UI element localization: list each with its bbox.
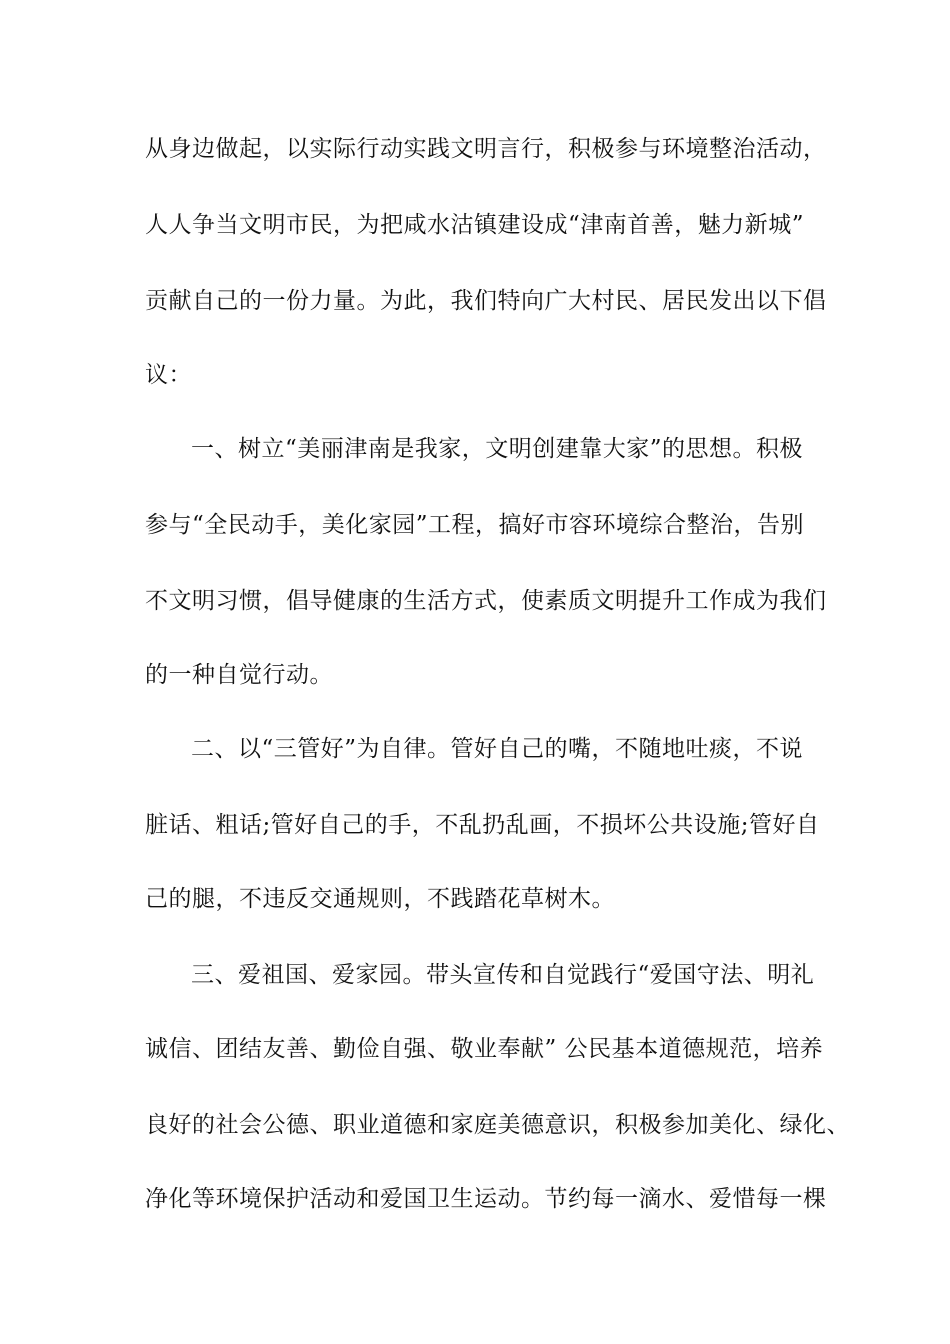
paragraph-line-6: 参与“全民动手，美化家园”工程，搞好市容环境综合整治，告别 (145, 512, 805, 538)
paragraph-line-3: 贡献自己的一份力量。为此，我们特向广大村民、居民发出以下倡 (145, 288, 827, 314)
paragraph-line-7: 不文明习惯，倡导健康的生活方式，使素质文明提升工作成为我们 (145, 588, 827, 614)
paragraph-line-1: 从身边做起，以实际行动实践文明言行，积极参与环境整治活动， (145, 136, 827, 162)
paragraph-line-8: 的一种自觉行动。 (145, 662, 333, 688)
paragraph-line-14: 良好的社会公德、职业道德和家庭美德意识，积极参加美化、绿化、 (145, 1112, 850, 1138)
paragraph-line-9: 二、以“三管好”为自律。管好自己的嘴，不随地吐痰，不说 (191, 736, 804, 762)
paragraph-line-5: 一、树立“美丽津南是我家，文明创建靠大家”的思想。积极 (191, 436, 804, 462)
paragraph-line-4: 议： (145, 362, 192, 388)
paragraph-line-2: 人人争当文明市民，为把咸水沽镇建设成“津南首善，魅力新城” (145, 212, 805, 238)
paragraph-line-13: 诚信、团结友善、勤俭自强、敬业奉献” 公民基本道德规范，培养 (145, 1036, 824, 1062)
paragraph-line-15: 净化等环境保护活动和爱国卫生运动。节约每一滴水、爱惜每一棵 (145, 1186, 827, 1212)
paragraph-line-12: 三、爱祖国、爱家园。带头宣传和自觉践行“爱国守法、明礼 (191, 962, 815, 988)
paragraph-line-10: 脏话、粗话;管好自己的手，不乱扔乱画，不损坏公共设施;管好自 (145, 812, 820, 838)
paragraph-line-11: 己的腿，不违反交通规则，不践踏花草树木。 (145, 886, 615, 912)
